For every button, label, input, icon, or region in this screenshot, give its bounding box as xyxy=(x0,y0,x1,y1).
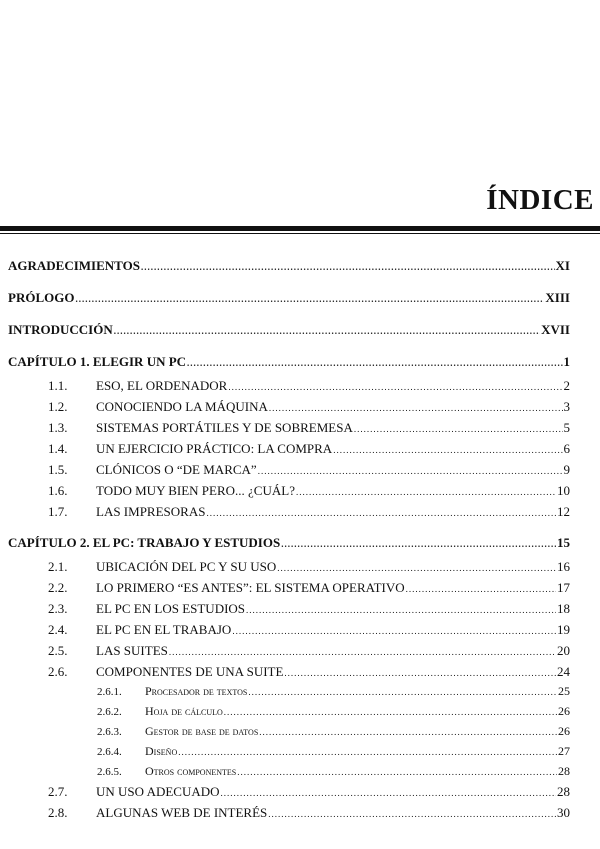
toc-entry-page: 26 xyxy=(558,724,570,738)
toc-entry[interactable] xyxy=(8,535,570,551)
toc-entry-label: UN EJERCICIO PRÁCTICO: LA COMPRA xyxy=(96,441,333,456)
dot-leader xyxy=(246,601,556,617)
toc-entry-number: 2.3. xyxy=(48,601,68,616)
toc-entry-page: 20 xyxy=(557,643,570,658)
toc-entry[interactable] xyxy=(48,559,570,575)
toc-entry-page: 6 xyxy=(563,441,570,456)
toc-entry-page: 9 xyxy=(563,462,570,477)
toc-entry-page: 16 xyxy=(557,559,570,574)
toc-entry-page: 2 xyxy=(563,378,570,393)
toc-entry-page: XI xyxy=(555,258,570,273)
toc-entry-page: 26 xyxy=(558,704,570,718)
toc-entry[interactable] xyxy=(48,441,570,457)
dot-leader xyxy=(284,664,556,680)
toc-entry-number: 2.4. xyxy=(48,622,68,637)
toc-entry-number: 2.6.4. xyxy=(97,746,122,758)
toc-entry-label: COMPONENTES DE UNA SUITE xyxy=(96,664,284,679)
toc-entry-number: 1.7. xyxy=(48,504,68,519)
toc-entry-label: Procesador de textos xyxy=(145,684,248,698)
dot-leader xyxy=(187,354,562,370)
dot-leader xyxy=(259,726,557,738)
toc-entry-page: 17 xyxy=(557,580,570,595)
dot-leader xyxy=(228,378,562,394)
toc-entry-page: 24 xyxy=(557,664,570,679)
toc-entry[interactable] xyxy=(8,290,570,306)
toc-entry-page: 5 xyxy=(563,420,570,435)
toc-entry-number: 1.1. xyxy=(48,378,68,393)
toc-entry-label: LAS IMPRESORAS xyxy=(96,504,206,519)
toc-entry-number: 2.6.5. xyxy=(97,766,122,778)
toc-entry-label: AGRADECIMIENTOS xyxy=(8,258,140,273)
toc-entry-label: EL PC EN LOS ESTUDIOS xyxy=(96,601,246,616)
toc-entry-page: XIII xyxy=(545,290,570,305)
page-title: ÍNDICE xyxy=(486,184,594,216)
toc-entry-label: PRÓLOGO xyxy=(8,290,75,305)
toc-entry-page: 19 xyxy=(557,622,570,637)
toc-entry-label: Diseño xyxy=(145,744,178,758)
toc-entry[interactable] xyxy=(48,664,570,680)
dot-leader xyxy=(114,322,540,338)
toc-entry-number: 2.5. xyxy=(48,643,68,658)
toc-entry-label: CAPÍTULO 2. EL PC: TRABAJO Y ESTUDIOS xyxy=(8,535,281,550)
dot-leader xyxy=(237,766,557,778)
toc-entry-page: 3 xyxy=(563,399,570,414)
toc-entry-page: 10 xyxy=(557,483,570,498)
dot-leader xyxy=(268,805,556,821)
dot-leader xyxy=(206,504,556,520)
toc-entry-number: 1.4. xyxy=(48,441,68,456)
toc-entry-label: CAPÍTULO 1. ELEGIR UN PC xyxy=(8,354,187,369)
toc-entry-number: 2.1. xyxy=(48,559,68,574)
toc-entry-label: ALGUNAS WEB DE INTERÉS xyxy=(96,805,268,820)
dot-leader xyxy=(296,483,556,499)
title-rule-thin xyxy=(0,233,600,234)
toc-entry-page: 28 xyxy=(557,784,570,799)
toc-entry[interactable] xyxy=(8,322,570,338)
toc-entry[interactable] xyxy=(48,399,570,415)
toc-entry[interactable] xyxy=(48,462,570,478)
toc-entry[interactable] xyxy=(97,724,570,739)
toc-entry-page: 1 xyxy=(563,354,570,369)
toc-entry[interactable] xyxy=(48,805,570,821)
dot-leader xyxy=(269,399,563,415)
toc-entry-page: 25 xyxy=(558,684,570,698)
toc-entry-number: 2.7. xyxy=(48,784,68,799)
toc-entry-label: CLÓNICOS O “DE MARCA” xyxy=(96,462,257,477)
toc-entry[interactable] xyxy=(48,643,570,659)
toc-entry-label: LO PRIMERO “ES ANTES”: EL SISTEMA OPERATIVO xyxy=(96,580,405,595)
dot-leader xyxy=(354,420,563,436)
toc-entry[interactable] xyxy=(48,580,570,596)
toc-entry-label: LAS SUITES xyxy=(96,643,168,658)
toc-entry-label: CONOCIENDO LA MÁQUINA xyxy=(96,399,268,414)
dot-leader xyxy=(258,462,563,478)
toc-entry[interactable] xyxy=(48,504,570,520)
toc-entry-number: 1.3. xyxy=(48,420,68,435)
toc-entry-number: 2.2. xyxy=(48,580,68,595)
toc-entry[interactable] xyxy=(8,354,570,370)
toc-entry-number: 2.6.3. xyxy=(97,726,122,738)
toc-entry-label: UBICACIÓN DEL PC Y SU USO xyxy=(96,559,277,574)
dot-leader xyxy=(281,535,556,551)
dot-leader xyxy=(277,559,556,575)
dot-leader xyxy=(224,706,557,718)
toc-entry-label: TODO MUY BIEN PERO... ¿CUÁL? xyxy=(96,483,295,498)
toc-entry[interactable] xyxy=(48,601,570,617)
toc-entry-label: INTRODUCCIÓN xyxy=(8,322,113,337)
toc-entry-label: EL PC EN EL TRABAJO xyxy=(96,622,232,637)
toc-entry-label: SISTEMAS PORTÁTILES Y DE SOBREMESA xyxy=(96,420,353,435)
toc-entry-page: 30 xyxy=(557,805,570,820)
toc-entry-label: ESO, EL ORDENADOR xyxy=(96,378,228,393)
toc-entry-number: 2.6.1. xyxy=(97,686,122,698)
toc-entry-page: XVII xyxy=(541,322,570,337)
dot-leader xyxy=(75,290,544,306)
toc-entry-label: Gestor de base de datos xyxy=(145,724,259,738)
toc-entry-page: 15 xyxy=(557,535,570,550)
toc-entry-number: 1.6. xyxy=(48,483,68,498)
toc-entry-page: 27 xyxy=(558,744,570,758)
toc-entry[interactable] xyxy=(97,744,570,759)
toc-entry-number: 2.6. xyxy=(48,664,68,679)
title-rule-thick xyxy=(0,226,600,231)
toc-entry-label: Hoja de cálculo xyxy=(145,704,223,718)
toc-entry[interactable] xyxy=(97,684,570,699)
dot-leader xyxy=(406,580,556,596)
toc-entry-page: 18 xyxy=(557,601,570,616)
toc-entry[interactable] xyxy=(97,764,570,779)
dot-leader xyxy=(178,746,557,758)
dot-leader xyxy=(232,622,556,638)
dot-leader xyxy=(333,441,562,457)
toc-entry[interactable] xyxy=(48,784,570,800)
dot-leader xyxy=(248,686,557,698)
dot-leader xyxy=(221,784,556,800)
toc-entry[interactable] xyxy=(8,258,570,274)
toc-entry[interactable] xyxy=(48,420,570,436)
toc-entry-number: 2.8. xyxy=(48,805,68,820)
dot-leader xyxy=(169,643,556,659)
toc-entry-label: Otros componentes xyxy=(145,764,237,778)
toc-entry-page: 28 xyxy=(558,764,570,778)
dot-leader xyxy=(141,258,555,274)
toc-entry-number: 1.5. xyxy=(48,462,68,477)
toc-entry-label: UN USO ADECUADO xyxy=(96,784,220,799)
toc-entry-page: 12 xyxy=(557,504,570,519)
toc-entry[interactable] xyxy=(48,378,570,394)
toc-entry-number: 1.2. xyxy=(48,399,68,414)
toc-entry[interactable] xyxy=(48,483,570,499)
toc-entry[interactable] xyxy=(97,704,570,719)
toc-entry-number: 2.6.2. xyxy=(97,706,122,718)
toc-entry[interactable] xyxy=(48,622,570,638)
